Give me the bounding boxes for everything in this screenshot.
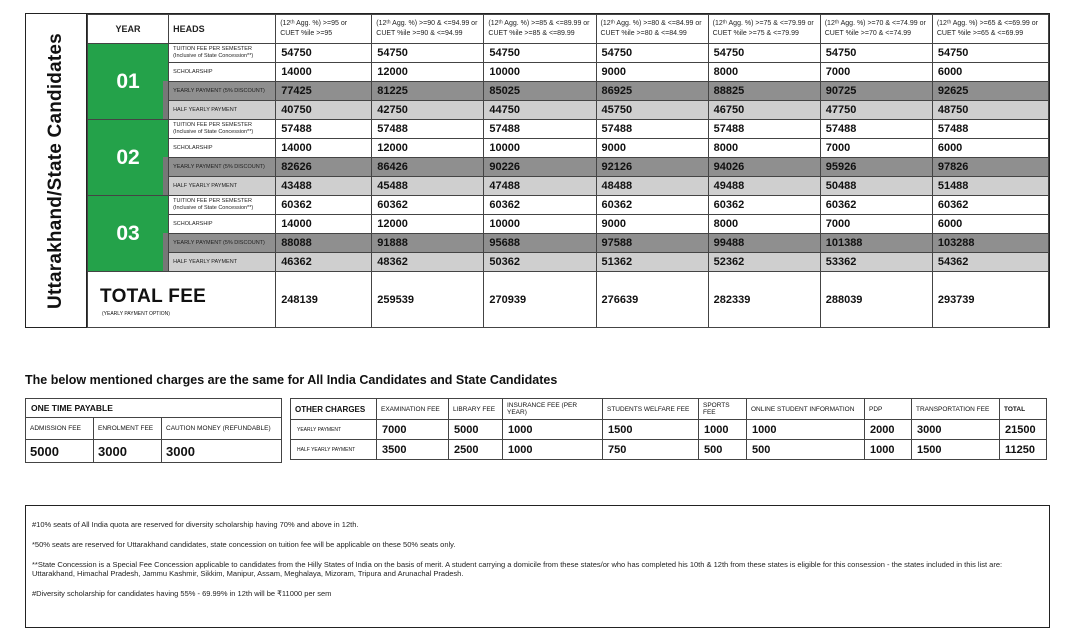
total-fee-label-cell	[88, 272, 276, 328]
fee-value: 47488	[484, 177, 596, 196]
year-number	[88, 196, 169, 272]
total-fee-title: TOTAL FEE	[100, 286, 207, 307]
year-number-text: 02	[116, 145, 140, 169]
fee-table	[87, 14, 1049, 328]
other-charge-header: ONLINE STUDENT INFORMATION	[747, 399, 865, 420]
fee-head-label: SCHOLARSHIP	[169, 139, 276, 158]
fee-value: 50362	[484, 253, 596, 272]
other-charge-value: 1000	[503, 420, 603, 440]
column-header: (12ᵗʰ Agg. %) >=80 & <=84.99 or CUET %ile >=80 & <=84.99	[596, 15, 708, 44]
fee-value: 97588	[596, 234, 708, 253]
half-yearly-payment-row	[88, 101, 1049, 120]
fee-value: 60362	[708, 196, 820, 215]
fee-value: 49488	[708, 177, 820, 196]
fee-value: 43488	[276, 177, 372, 196]
fee-head-label: YEARLY PAYMENT (5% DISCOUNT)	[169, 234, 276, 253]
fee-value: 6000	[932, 215, 1048, 234]
fee-value: 7000	[820, 63, 932, 82]
other-charge-total: 11250	[1000, 440, 1047, 460]
other-charges-row-label: HALF YEARLY PAYMENT	[291, 440, 377, 460]
fee-value: 90725	[820, 82, 932, 101]
fee-value: 14000	[276, 215, 372, 234]
tuition-fee-row	[88, 44, 1049, 63]
half-yearly-payment-row	[291, 440, 1047, 460]
fee-value: 12000	[372, 215, 484, 234]
total-fee-value: 276639	[596, 272, 708, 328]
fee-value: 7000	[820, 215, 932, 234]
one-time-payable-title: ONE TIME PAYABLE	[26, 399, 282, 418]
fee-head-label: TUITION FEE PER SEMESTER (Inclusive of State Concession**)	[169, 120, 276, 139]
other-charge-value: 2000	[865, 420, 912, 440]
fee-value: 91888	[372, 234, 484, 253]
fee-value: 92126	[596, 158, 708, 177]
fee-value: 6000	[932, 63, 1048, 82]
fee-value: 46362	[276, 253, 372, 272]
total-fee-value: 259539	[372, 272, 484, 328]
fee-head-label: TUITION FEE PER SEMESTER (Inclusive of State Concession**)	[169, 44, 276, 63]
fee-value: 57488	[276, 120, 372, 139]
other-charge-value: 1000	[699, 420, 747, 440]
fee-value: 48750	[932, 101, 1048, 120]
fee-value: 7000	[820, 139, 932, 158]
other-charge-header: LIBRARY FEE	[449, 399, 503, 420]
fee-value: 8000	[708, 63, 820, 82]
half-yearly-payment-row	[88, 253, 1049, 272]
fee-head-label: SCHOLARSHIP	[169, 215, 276, 234]
fee-value: 54750	[932, 44, 1048, 63]
fee-value: 85025	[484, 82, 596, 101]
fee-value: 10000	[484, 215, 596, 234]
fee-value: 90226	[484, 158, 596, 177]
fee-value: 48362	[372, 253, 484, 272]
yearly-payment-row	[88, 82, 1049, 101]
one-time-label: ENROLMENT FEE	[94, 418, 162, 440]
note-state-concession: **State Concession is a Special Fee Concession applicable to candidates from the Hilly States of India on the basis of merit. A student carrying a domicile from these states/or who has completed his 10th & 12th from these states is eligible for this consession - the states included in this list are: Uttarakhand, Himachal Pradesh, Jammu Kashmir, Sikkim, Manipur, Assam, Meghalaya, Mizoram, Tripura and Arunachal Pradesh.	[32, 560, 1003, 578]
note-diversity-quota: #10% seats of All India quota are reserved for diversity scholarship having 70% and above in 12th.	[32, 520, 359, 529]
other-charge-value: 1000	[747, 420, 865, 440]
tuition-fee-row	[88, 196, 1049, 215]
total-fee-value: 248139	[276, 272, 372, 328]
other-charge-value: 1000	[503, 440, 603, 460]
other-charge-value: 500	[747, 440, 865, 460]
half-yearly-payment-row	[88, 177, 1049, 196]
fee-value: 60362	[820, 196, 932, 215]
other-charge-header: TRANSPORTATION FEE	[912, 399, 1000, 420]
fee-value: 54750	[484, 44, 596, 63]
fee-value: 46750	[708, 101, 820, 120]
note-diversity-scholarship: #Diversity scholarship for candidates having 55% - 69.99% in 12th will be ₹11000 per sem	[32, 589, 332, 598]
fee-value: 54750	[820, 44, 932, 63]
other-charge-value: 1000	[865, 440, 912, 460]
fee-value: 52362	[708, 253, 820, 272]
other-charge-header: STUDENTS WELFARE FEE	[603, 399, 699, 420]
year-header: YEAR	[88, 15, 169, 44]
one-time-value: 5000	[26, 440, 94, 463]
other-charge-value: 5000	[449, 420, 503, 440]
year-rows	[88, 44, 1049, 272]
payment-option-strip	[163, 81, 168, 119]
fee-value: 12000	[372, 139, 484, 158]
fee-value: 57488	[484, 120, 596, 139]
other-charge-value: 1500	[603, 420, 699, 440]
fee-value: 51488	[932, 177, 1048, 196]
fee-value: 60362	[484, 196, 596, 215]
column-header: (12ᵗʰ Agg. %) >=75 & <=79.99 or CUET %ile >=75 & <=79.99	[708, 15, 820, 44]
fee-value: 44750	[484, 101, 596, 120]
one-time-label: CAUTION MONEY (REFUNDABLE)	[162, 418, 282, 440]
fee-value: 10000	[484, 63, 596, 82]
column-header: (12ᵗʰ Agg. %) >=70 & <=74.99 or CUET %ile >=70 & <=74.99	[820, 15, 932, 44]
fee-value: 42750	[372, 101, 484, 120]
fee-value: 8000	[708, 215, 820, 234]
other-charge-header: PDP	[865, 399, 912, 420]
fee-value: 88088	[276, 234, 372, 253]
fee-head-label: HALF YEARLY PAYMENT	[169, 253, 276, 272]
fee-value: 54750	[596, 44, 708, 63]
column-header: (12ᵗʰ Agg. %) >=90 & <=94.99 or CUET %ile >=90 & <=94.99	[372, 15, 484, 44]
fee-value: 9000	[596, 63, 708, 82]
fee-value: 86925	[596, 82, 708, 101]
total-fee-sublabel: (YEARLY PAYMENT OPTION)	[102, 311, 170, 317]
fee-value: 53362	[820, 253, 932, 272]
fee-value: 9000	[596, 215, 708, 234]
fee-value: 94026	[708, 158, 820, 177]
fee-head-label: SCHOLARSHIP	[169, 63, 276, 82]
other-charge-header: INSURANCE FEE (PER YEAR)	[503, 399, 603, 420]
column-header: (12ᵗʰ Agg. %) >=95 or CUET %ile >=95	[276, 15, 372, 44]
fee-value: 8000	[708, 139, 820, 158]
other-charge-total-header: TOTAL	[1000, 399, 1047, 420]
other-charge-header: EXAMINATION FEE	[377, 399, 449, 420]
fee-value: 57488	[372, 120, 484, 139]
side-label	[26, 14, 87, 327]
side-label-text: Uttarakhand/State Candidates	[45, 32, 66, 309]
year-number-text: 03	[116, 221, 140, 245]
yearly-payment-row	[291, 420, 1047, 440]
yearly-payment-row	[88, 158, 1049, 177]
one-time-value: 3000	[162, 440, 282, 463]
fee-value: 88825	[708, 82, 820, 101]
fee-value: 103288	[932, 234, 1048, 253]
fee-value: 101388	[820, 234, 932, 253]
fee-value: 77425	[276, 82, 372, 101]
year-number-text: 01	[116, 69, 140, 93]
fee-head-label: TUITION FEE PER SEMESTER (Inclusive of State Concession**)	[169, 196, 276, 215]
note-uttarakhand-seats: *50% seats are reserved for Uttarakhand candidates, state concession on tuition fee will be applicable on these 50% seats only.	[32, 540, 456, 549]
fee-value: 40750	[276, 101, 372, 120]
other-charge-value: 3500	[377, 440, 449, 460]
other-charge-value: 7000	[377, 420, 449, 440]
scholarship-row	[88, 139, 1049, 158]
yearly-payment-row	[88, 234, 1049, 253]
other-charge-header: SPORTS FEE	[699, 399, 747, 420]
fee-value: 45488	[372, 177, 484, 196]
other-charge-value: 3000	[912, 420, 1000, 440]
fee-value: 51362	[596, 253, 708, 272]
scholarship-row	[88, 215, 1049, 234]
fee-value: 12000	[372, 63, 484, 82]
total-fee-value: 293739	[932, 272, 1048, 328]
fee-value: 60362	[276, 196, 372, 215]
other-charges-row-label: YEARLY PAYMENT	[291, 420, 377, 440]
fee-value: 57488	[820, 120, 932, 139]
fee-value: 57488	[708, 120, 820, 139]
fee-value: 99488	[708, 234, 820, 253]
total-fee-row	[88, 272, 1049, 328]
fee-value: 47750	[820, 101, 932, 120]
one-time-label: ADMISSION FEE	[26, 418, 94, 440]
column-header: (12ᵗʰ Agg. %) >=85 & <=89.99 or CUET %ile >=85 & <=89.99	[484, 15, 596, 44]
fee-value: 82626	[276, 158, 372, 177]
payment-option-strip	[163, 233, 168, 271]
fee-value: 60362	[932, 196, 1048, 215]
column-header: (12ᵗʰ Agg. %) >=65 & <=69.99 or CUET %ile >=65 & <=69.99	[932, 15, 1048, 44]
fee-structure-table	[25, 13, 1050, 328]
total-fee-value: 270939	[484, 272, 596, 328]
payment-option-strip	[163, 157, 168, 195]
fee-value: 54750	[276, 44, 372, 63]
other-charges-table	[290, 398, 1047, 460]
fee-value: 60362	[596, 196, 708, 215]
fee-value: 92625	[932, 82, 1048, 101]
fee-value: 54362	[932, 253, 1048, 272]
other-charge-total: 21500	[1000, 420, 1047, 440]
fee-value: 81225	[372, 82, 484, 101]
fee-head-label: YEARLY PAYMENT (5% DISCOUNT)	[169, 158, 276, 177]
fee-value: 9000	[596, 139, 708, 158]
other-charges-title: OTHER CHARGES	[291, 399, 377, 420]
other-charge-value: 750	[603, 440, 699, 460]
fee-value: 95926	[820, 158, 932, 177]
other-charge-value: 2500	[449, 440, 503, 460]
year-number	[88, 44, 169, 120]
fee-value: 97826	[932, 158, 1048, 177]
one-time-payable-table	[25, 398, 282, 463]
fee-value: 48488	[596, 177, 708, 196]
fee-value: 86426	[372, 158, 484, 177]
fee-value: 54750	[708, 44, 820, 63]
fee-value: 14000	[276, 139, 372, 158]
fee-head-label: HALF YEARLY PAYMENT	[169, 177, 276, 196]
fee-value: 57488	[596, 120, 708, 139]
notes-box	[25, 505, 1050, 628]
fee-value: 6000	[932, 139, 1048, 158]
fee-value: 54750	[372, 44, 484, 63]
fee-value: 10000	[484, 139, 596, 158]
fee-value: 50488	[820, 177, 932, 196]
fee-head-label: YEARLY PAYMENT (5% DISCOUNT)	[169, 82, 276, 101]
scholarship-row	[88, 63, 1049, 82]
fee-value: 45750	[596, 101, 708, 120]
fee-value: 14000	[276, 63, 372, 82]
charges-heading: The below mentioned charges are the same for All India Candidates and State Candidates	[25, 373, 558, 387]
heads-header: HEADS	[169, 15, 276, 44]
tuition-fee-row	[88, 120, 1049, 139]
fee-value: 57488	[932, 120, 1048, 139]
fee-value: 95688	[484, 234, 596, 253]
fee-value: 60362	[372, 196, 484, 215]
one-time-value: 3000	[94, 440, 162, 463]
year-number	[88, 120, 169, 196]
other-charge-value: 500	[699, 440, 747, 460]
other-charge-value: 1500	[912, 440, 1000, 460]
total-fee-value: 282339	[708, 272, 820, 328]
fee-head-label: HALF YEARLY PAYMENT	[169, 101, 276, 120]
total-fee-value: 288039	[820, 272, 932, 328]
